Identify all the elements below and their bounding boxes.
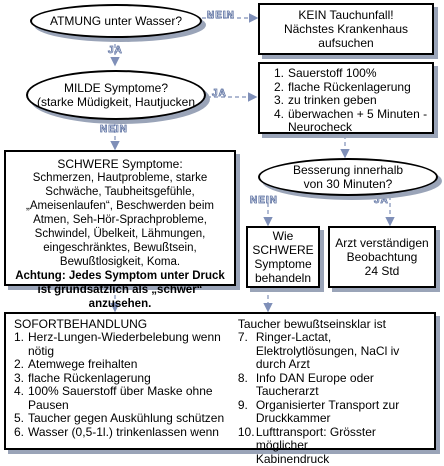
label-ja-1: JA	[108, 45, 123, 56]
box-line: SCHWERE	[252, 243, 313, 257]
box-line: Nächstes Krankenhaus	[284, 22, 408, 36]
decision-mild-symptoms	[26, 70, 206, 120]
list-item: 8. Info DAN Europe oder Taucherarzt	[238, 372, 430, 399]
list-item: Kabinendruck	[238, 453, 430, 466]
list-item: 2. Atemwege freihalten	[14, 358, 238, 372]
decision-improvement-30min	[258, 158, 438, 196]
list-item: Druckkammer	[238, 412, 430, 426]
box-line: Wie	[273, 229, 294, 243]
label-nein-2: NEIN	[100, 124, 128, 135]
label-ja-3: JA	[374, 195, 389, 206]
list-item: Pausen	[14, 399, 238, 413]
box-line: Beobachtung	[347, 250, 418, 264]
severe-warning: Achtung: Jedes Symptom unter Druck ist grundsätzlich als „schwer“ anzusehen.	[10, 269, 230, 311]
first-aid-continued: Taucher bewußtseinsklar ist	[238, 317, 430, 331]
label-ja-2: JA	[212, 88, 227, 99]
list-item: 5. Taucher gegen Auskühlung schützen	[14, 412, 238, 426]
list-item: 7. Ringer-Lactat, Elektrolytlösungen, NaCl iv	[238, 331, 430, 358]
decision-text: Besserung innerhalb	[293, 163, 403, 177]
list-item: durch Arzt	[238, 358, 430, 372]
list-item: 3. flache Rückenlagerung	[14, 372, 238, 386]
first-aid-right-column	[238, 317, 430, 466]
box-severe-symptoms	[4, 150, 236, 286]
list-item: 4. 100% Sauerstoff über Maske ohne	[14, 385, 238, 399]
box-line: aufsuchen	[318, 36, 373, 50]
severe-title: SCHWERE Symptome:	[10, 157, 230, 171]
list-item: 10. Lufttransport: Grösster möglicher	[238, 426, 430, 453]
decision-breathing-underwater	[30, 4, 202, 38]
box-notify-doctor	[328, 226, 436, 288]
box-line: 24 Std	[365, 264, 400, 278]
box-line: Symptome	[254, 257, 311, 271]
decision-text: von 30 Minuten?	[304, 177, 393, 191]
decision-subtext: (starke Müdigkeit, Hautjucken	[37, 95, 195, 109]
list-item: 2. flache Rückenlagerung	[274, 81, 432, 95]
box-line: KEIN Tauchunfall!	[298, 8, 393, 22]
first-aid-title: SOFORTBEHANDLUNG	[14, 317, 238, 331]
severe-symptom-list: Schmerzen, Hautprobleme, starke Schwäche, Taubheitsgefühle, „Ameisenlaufen“, Beschwerden beim Atmen, Seh-Hör-Sprachprobleme, Schwindel, Übelkeit, Lähmungen, eingeschränktes, Bewußtsein, Bewußtlosigkeit, Koma.	[10, 171, 230, 269]
box-immediate-treatment	[4, 312, 436, 450]
list-item: 3. zu trinken geben	[274, 94, 432, 108]
list-item: 6. Wasser (0,5-1l.) trinkenlassen wenn	[14, 426, 238, 440]
label-nein-1: NEIN	[207, 10, 235, 21]
list-item: 4. überwachen + 5 Minuten -	[274, 108, 432, 122]
box-no-diving-accident	[258, 3, 434, 55]
decision-text: MILDE Symptome?	[64, 81, 168, 95]
label-nein-3: NEIN	[250, 195, 278, 206]
list-item: 1. Herz-Lungen-Wiederbelebung wenn nötig	[14, 331, 238, 358]
box-line: behandeln	[255, 271, 311, 285]
box-treat-as-severe	[246, 226, 320, 288]
list-item: 1. Sauerstoff 100%	[274, 67, 432, 81]
list-item: Neurocheck	[274, 121, 432, 135]
decision-text: ATMUNG unter Wasser?	[50, 14, 182, 28]
box-mild-treatment	[258, 62, 434, 134]
first-aid-left-column	[14, 317, 238, 466]
list-item: 9. Organisierter Transport zur	[238, 399, 430, 413]
box-line: Arzt verständigen	[335, 236, 428, 250]
